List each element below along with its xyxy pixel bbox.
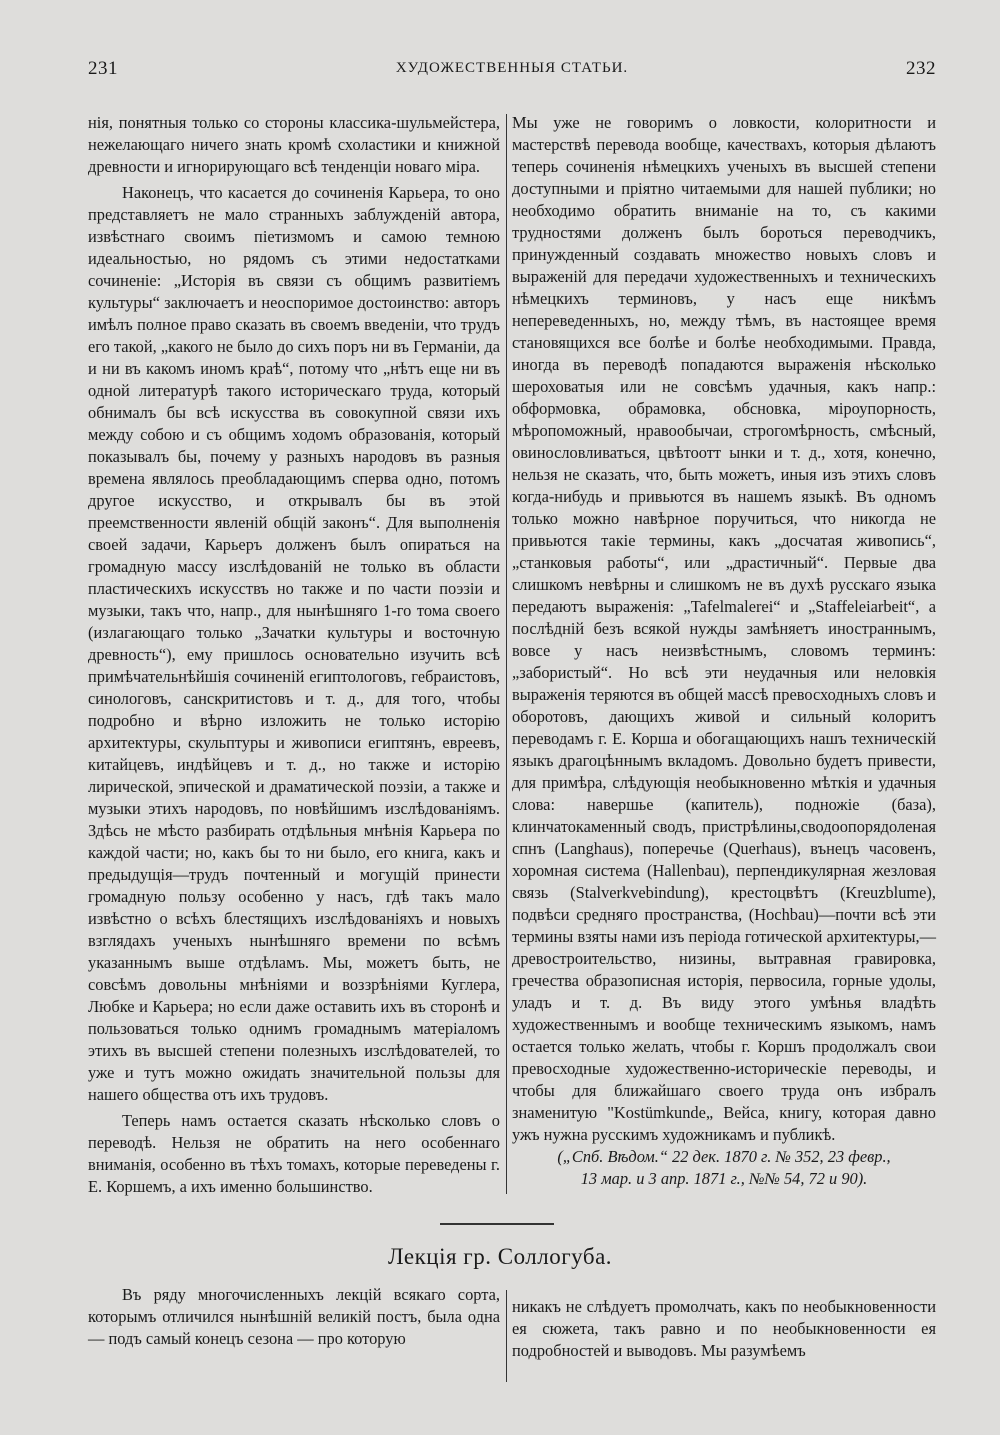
left-column — [88, 112, 500, 1198]
article-title: Лекція гр. Соллогуба. — [387, 1244, 613, 1269]
citation-line: 13 мар. и 3 апр. 1871 г., №№ 54, 72 и 90). — [580, 1169, 868, 1188]
column-divider — [506, 114, 507, 1194]
running-head — [88, 58, 936, 86]
section-title: ХУДОЖЕСТВЕННЫЯ СТАТЬИ. — [395, 60, 629, 76]
paragraph: Въ ряду многочисленныхъ лекцій всякаго сорта, которымъ отличился нынѣшній великій постъ, была одна — подъ самый конецъ сезона — про которую — [88, 1285, 500, 1348]
column-divider — [506, 1290, 507, 1382]
article-left-column — [88, 1284, 500, 1350]
article-right-column — [512, 1296, 936, 1362]
page-number-left: 231 — [88, 58, 118, 79]
paragraph: Наконецъ, что касается до сочиненія Карьера, то оно представляетъ не мало странныхъ заблужденій автора, извѣстнаго своимъ піетизмомъ и самою темною идеальностью, но рядомъ съ этими недостатками сочиненіе: „Исторія въ связи съ общимъ развитіемъ культуры“ заключаетъ и неоспоримое достоинство: авторъ имѣлъ полное право сказать въ своемъ введеніи, что трудъ его такой, „какого не было до сихъ поръ ни въ Германіи, да и ни въ какомъ иномъ краѣ“, потому что „нѣтъ еще ни въ одной литературѣ такого историческаго труда, который обнималъ бы всѣ искусства въ совокупной связи ихъ между собою и съ общимъ ходомъ образованія, который показывалъ бы, почему у разныхъ народовъ въ разныя времена являлось преобладающимъ сперва одно, потомъ другое искусство, и открывалъ бы въ этой преемственности явленій общій законъ“. Для выполненія своей задачи, Карьеръ долженъ былъ опираться на громадную массу изслѣдованій не только въ области пластическихъ искусствъ но также и по части поэзіи и музыки, такъ что, напр., для нынѣшняго 1-го тома своего (излагающаго только „Зачатки культуры и восточную древность“), ему пришлось основательно изучить всѣ примѣчательнѣйшія сочиненій египтологовъ, гебраистовъ, синологовъ, санскритистовъ и т. д., для того, чтобы подробно и вѣрно изложить не только исторію архитектуры, скульптуры и живописи египтянъ, евреевъ, китайцевъ, индѣйцевъ и т. д., но также и исторію лирической, эпической и драматической поэзіи, а также и музыки этихъ народовъ, по новѣйшимъ изслѣдованіямъ. Здѣсь не мѣсто разбирать отдѣльныя мнѣнія Карьера по каждой части; но, какъ бы то ни было, его книга, какъ и предыдущія—трудъ почтенный и могущій принести громадную пользу особенно у насъ, гдѣ такъ мало извѣстно о всѣхъ блестящихъ изслѣдованіяхъ и новыхъ взглядахъ ученыхъ нынѣшняго времени по всѣмъ указаннымъ выше отдѣламъ. Мы, можетъ быть, не совсѣмъ довольны мнѣніями и воззрѣніями Куглера, Любке и Карьера; но если даже оставить ихъ въ сторонѣ и пользоваться только однимъ громаднымъ матеріаломъ этихъ въ высшей степени полезныхъ изслѣдователей, то уже и тутъ можно ожидать значительной пользы для нашего общества отъ ихъ трудовъ. — [88, 183, 500, 1104]
right-column — [512, 112, 936, 1190]
citation-line: („Спб. Вѣдом.“ 22 дек. 1870 г. № 352, 23 февр., — [557, 1147, 891, 1166]
page-number-right: 232 — [906, 58, 936, 79]
section-divider — [440, 1223, 554, 1225]
paragraph: никакъ не слѣдуетъ промолчать, какъ по необыкновенности ея сюжета, такъ равно и по необыкновенности ея подробностей и выводовъ. Мы разумѣемъ — [512, 1297, 936, 1360]
paragraph: Теперь намъ остается сказать нѣсколько словъ о переводѣ. Нельзя не обратить на него особеннаго вниманія, особенно въ тѣхъ томахъ, которые переведены г. Е. Коршемъ, а ихъ именно большинство. — [88, 1111, 500, 1196]
paragraph: нія, понятныя только со стороны классика-шульмейстера, нежелающаго ничего знать кромѣ схоластики и книжной древности и игнорирующаго всѣ тенденціи новаго міра. — [88, 113, 500, 176]
paragraph: Мы уже не говоримъ о ловкости, колоритности и мастерствѣ перевода вообще, качествахъ, которыя дѣлаютъ теперь сочиненія нѣмецкихъ ученыхъ въ высшей степени доступными и пріятно читаемыми для нашей публики; но необходимо обратить вниманіе на то, съ какими трудностями долженъ былъ бороться переводчикъ, принужденный создавать множество новыхъ словъ и выраженій для передачи художественныхъ и техническихъ нѣмецкихъ терминовъ, у насъ еще никѣмъ непереведенныхъ, но, между тѣмъ, въ настоящее время становящихся все болѣе и болѣе необходимыми. Правда, иногда въ переводѣ попадаются выраженія нѣсколько шероховатыя или не совсѣмъ удачныя, какъ напр.: обформовка, обрамовка, обсновка, міроупорность, мѣропоможный, нравообычаи, строгомѣрность, смѣсный, овинословливаться, цвѣтоотт ынки и т. д., хотя, конечно, нельзя не сказать, что, быть можетъ, иныя изъ этихъ словъ когда-нибудь и привьются въ нашемъ языкѣ. Въ одномъ только можно навѣрное поручиться, что никогда не привьются такіе термины, какъ „досчатая живопись“, „станковыя работы“, или „драстичный“. Первые два слишкомъ невѣрны и слишкомъ не въ духѣ русскаго языка передаютъ выраженія: „Tafelmalerei“ и „Staffeleiarbeit“, а послѣдній безъ всякой нужды замѣняетъ иностраннымъ, вовсе у насъ неизвѣстнымъ, словомъ терминъ: „забористый“. Но всѣ эти неудачныя или неловкія выраженія теряются въ общей массѣ превосходныхъ словъ и оборотовъ, дающихъ живой и сильный колоритъ переводамъ г. Е. Корша и обогащающихъ нашъ техническій языкъ драгоцѣннымъ вкладомъ. Довольно будетъ привести, для примѣра, слѣдующія необыкновенно мѣткія и удачныя слова: навершье (капитель), подножіе (база), клинчатокаменный сводъ, пристрѣлины,сводоопорядоленая спнъ (Langhaus), поперечье (Querhaus), вънецъ часовенъ, хоромная система (Hallenbau), перпендикулярная жезловая связь (Stalverkvebindung), крестоцвѣтъ (Kreuzblume), подвѣси средняго пространства, (Hochbau)—почти всѣ эти термины взяты нами изъ періода готической архитектуры,—древостроительство, низины, вытравная гравировка, гречества образописная исторія, первосила, горные удолы, уладъ и т. д. Въ виду этого умѣнья владѣть художественнымъ и вообще техническимъ языкомъ, намъ остается только желать, чтобы г. Коршъ продолжалъ свои превосходные художественно-историческіе переводы, и чтобы для ближайшаго своего труда онъ избралъ знаменитую "Kostümkunde„ Вейса, книгу, которая давно ужъ нужна русскимъ художникамъ и публикѣ. — [512, 113, 936, 1144]
